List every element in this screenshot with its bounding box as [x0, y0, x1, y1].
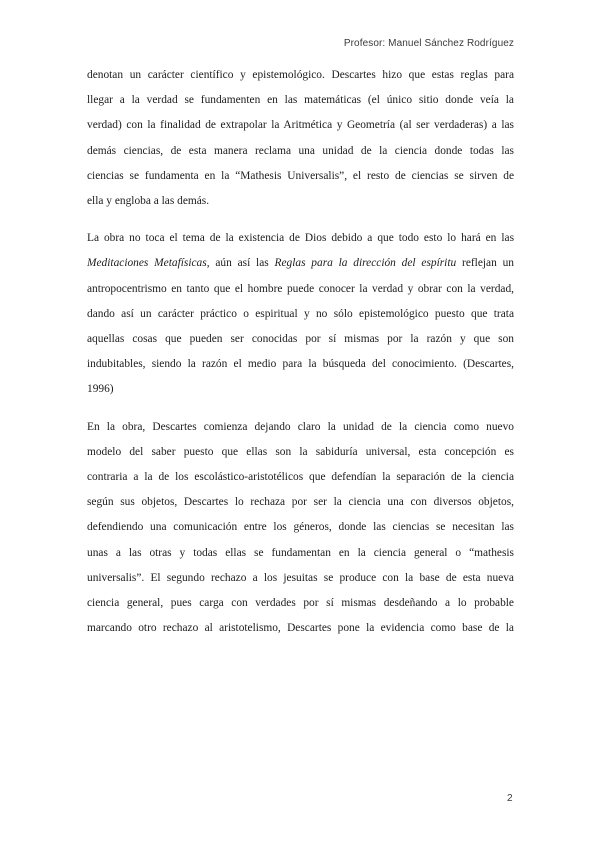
text-line: contraria a la de los escolástico-aristotélicos que defendían la separación de la ciencia [87, 471, 514, 484]
text-line: antropocentrismo en tanto que el hombre puede conocer la verdad y obrar con la verdad, [87, 282, 514, 295]
text-line: En la obra, Descartes comienza dejando claro la unidad de la ciencia como nuevo [87, 420, 514, 433]
text-line: ciencia general, pues carga con verdades por sí mismas desdeñando a lo probable [87, 597, 514, 610]
paragraph-2 [87, 226, 514, 402]
text-line: marcando otro rechazo al aristotelismo, Descartes pone la evidencia como base de la [87, 622, 514, 635]
text-line-with-italics: Meditaciones Metafísicas, aún así las Reglas para la dirección del espíritu reflejan un [87, 257, 514, 270]
paragraph-1 [87, 63, 514, 214]
text-line: 1996) [87, 383, 114, 396]
text-line: dando así un carácter práctico o espiritual y no sólo epistemológico puesto que trata [87, 307, 514, 320]
italic-title: Reglas para la dirección del espíritu [274, 257, 457, 270]
text-line: ciencias se fundamenta en la “Mathesis Universalis”, el resto de ciencias se sirven de [87, 169, 514, 182]
paragraph-3 [87, 415, 514, 642]
text-line: llegar a la verdad se fundamenten en las matemáticas (el único sitio donde veía la [87, 94, 514, 107]
text-line: defendiendo una comunicación entre los géneros, donde las ciencias se necesitan las [87, 521, 514, 534]
text-line: universalis”. El segundo rechazo a los jesuitas se produce con la base de esta nueva [87, 571, 514, 584]
italic-title: Meditaciones Metafísicas [87, 257, 207, 270]
running-header: Profesor: Manuel Sánchez Rodríguez [343, 38, 514, 49]
text-line: indubitables, siendo la razón el medio para la búsqueda del conocimiento. (Descartes, [87, 358, 514, 371]
text-line: ella y engloba a las demás. [87, 195, 210, 208]
text-line: La obra no toca el tema de la existencia de Dios debido a que todo esto lo hará en las [87, 232, 514, 245]
text-line: modelo del saber puesto que ellas son la sabiduría universal, esta concepción es [87, 445, 514, 458]
text-line: demás ciencias, de esta manera reclama una unidad de la ciencia donde todas las [87, 144, 514, 157]
text-line: verdad) con la finalidad de extrapolar la Aritmética y Geometría (al ser verdaderas) a las [87, 119, 514, 132]
text-line: denotan un carácter científico y epistemológico. Descartes hizo que estas reglas para [87, 69, 514, 81]
text-line: según sus objetos, Descartes lo rechaza por ser la ciencia una con diversos objetos, [87, 496, 514, 509]
page-number: 2 [507, 793, 513, 804]
body-text [87, 63, 514, 653]
text-line: unas a las otras y todas ellas se fundamentan en la ciencia general o “mathesis [87, 546, 514, 559]
text-line: aquellas cosas que pueden ser conocidas por sí mismas por la razón y que son [87, 333, 514, 346]
